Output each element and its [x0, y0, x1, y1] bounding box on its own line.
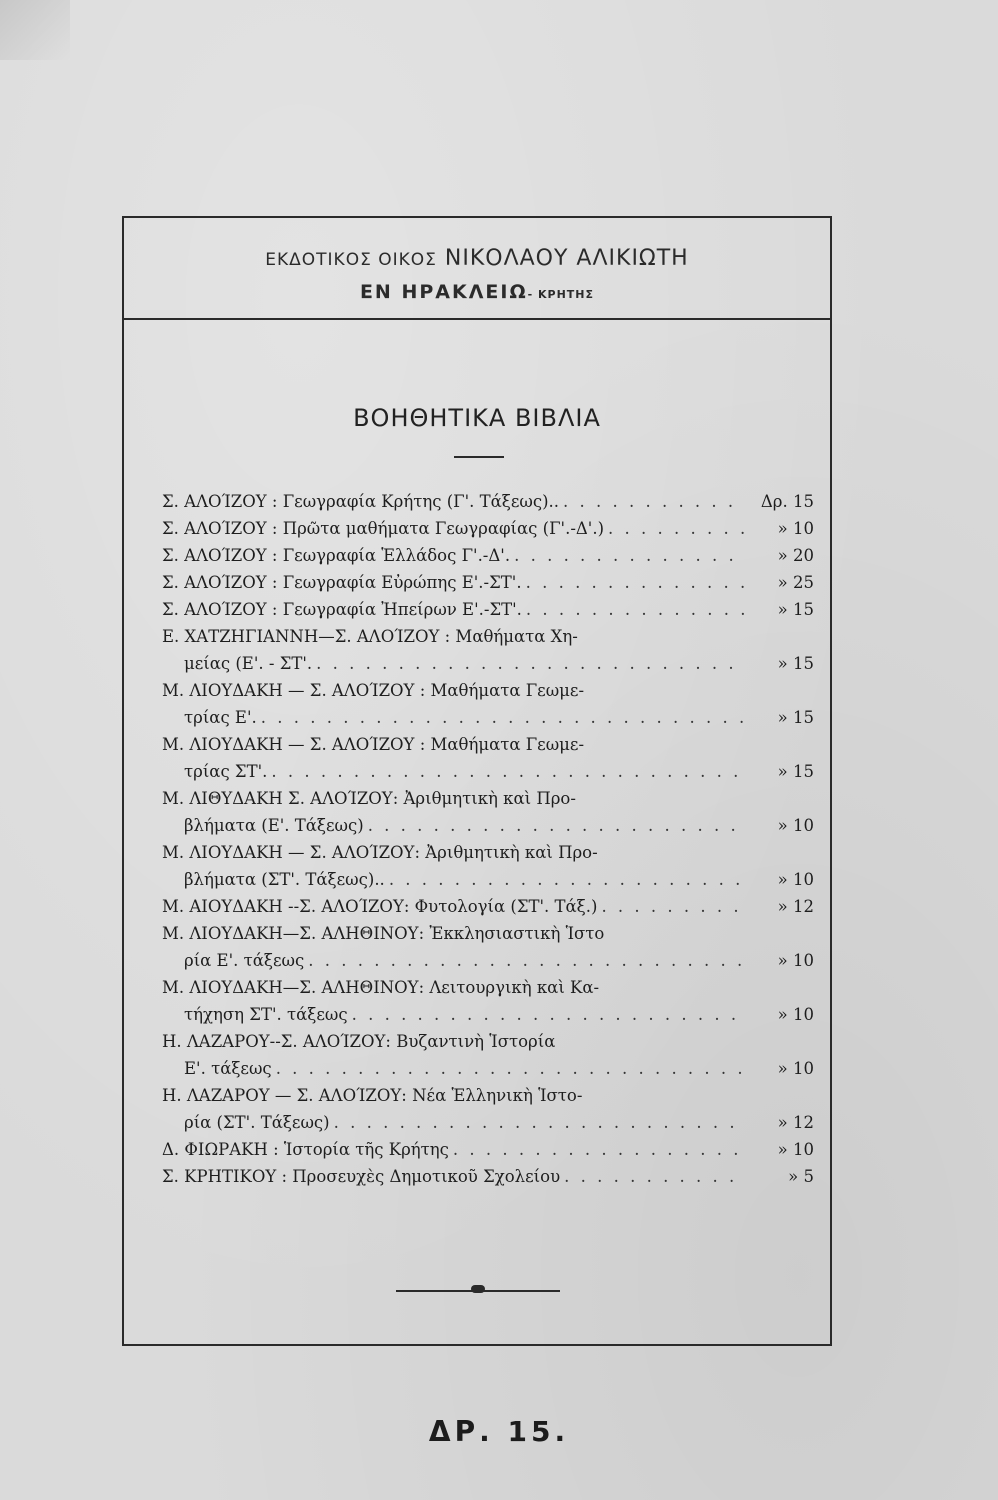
book-price: » 10	[777, 951, 814, 970]
book-title: Μ. ΛΙΟΥΔΑΚΗ — Σ. ΑΛΟΊΖΟΥ : Μαθήματα Γεωμε-	[162, 735, 585, 754]
book-entry-line	[162, 488, 814, 515]
dot-leaders	[271, 758, 744, 785]
book-title: Σ. ΑΛΟΊΖΟΥ : Γεωγραφία Ἠπείρων Ε'.-ΣΤ'.	[162, 600, 522, 619]
book-entry	[162, 920, 814, 974]
book-title: Σ. ΑΛΟΊΖΟΥ : Γεωγραφία Εὐρώπης Ε'.-ΣΤ'.	[162, 573, 522, 592]
book-price: » 25	[777, 573, 814, 592]
book-entry-continuation	[162, 758, 814, 785]
book-price: » 12	[777, 897, 814, 916]
book-price: » 15	[777, 708, 814, 727]
book-entry-continuation	[162, 812, 814, 839]
book-entry	[162, 542, 814, 569]
book-entry	[162, 1028, 814, 1082]
header-divider	[124, 318, 830, 320]
book-entry-line	[162, 569, 814, 596]
book-entry-line	[162, 1082, 814, 1109]
book-entry	[162, 677, 814, 731]
book-entry-continuation	[162, 650, 814, 677]
book-entry-line	[162, 623, 814, 650]
book-title: Μ. ΛΙΘΥΔΑΚΗ Σ. ΑΛΟΊΖΟΥ: Ἀριθμητικὴ καὶ Προ-	[162, 789, 576, 808]
book-price: » 15	[777, 762, 814, 781]
book-title: Δ. ΦΙΩΡΑΚΗ : Ἱστορία τῆς Κρήτης	[162, 1140, 449, 1159]
book-entry-continuation	[162, 947, 814, 974]
book-price: » 10	[777, 519, 814, 538]
book-entry-line	[162, 515, 814, 542]
book-title: Η. ΛΑΖΑΡΟΥ — Σ. ΑΛΟΊΖΟΥ: Νέα Ἑλληνικὴ Ἱστο-	[162, 1086, 583, 1105]
dot-leaders	[564, 1163, 744, 1190]
book-title: Μ. ΑΙΟΥΔΑΚΗ --Σ. ΑΛΟΊΖΟΥ: Φυτολογία (ΣΤ'. Τάξ.)	[162, 897, 598, 916]
catalog-heading: ΒΟΗΘΗΤΙΚΑ ΒΙΒΛΙΑ	[353, 404, 601, 432]
book-price: » 12	[777, 1113, 814, 1132]
book-entry-line	[162, 542, 814, 569]
book-entry-line	[162, 1163, 814, 1190]
publisher-region: - ΚΡΗΤΗΣ	[527, 288, 595, 301]
book-entry-line	[162, 839, 814, 866]
catalog-frame	[122, 216, 832, 1346]
book-title: ρία (ΣΤ'. Τάξεως)	[184, 1113, 330, 1132]
dot-leaders	[601, 893, 744, 920]
dot-leaders	[563, 488, 744, 515]
book-entry	[162, 974, 814, 1028]
dot-leaders	[276, 1055, 744, 1082]
book-entry	[162, 596, 814, 623]
page-corner-wear	[0, 0, 70, 60]
publisher-name: ΝΙΚΟΛΑΟΥ ΑΛΙΚΙΩΤΗ	[444, 246, 689, 271]
book-entry-line	[162, 677, 814, 704]
dot-leaders	[514, 542, 744, 569]
book-title: Η. ΛΑΖΑΡΟΥ--Σ. ΑΛΟΊΖΟΥ: Βυζαντινὴ Ἱστορία	[162, 1032, 556, 1051]
book-title: Σ. ΑΛΟΊΖΟΥ : Γεωγραφία Κρήτης (Γ'. Τάξεως)..	[162, 492, 560, 511]
book-entry-line	[162, 974, 814, 1001]
book-entry-line	[162, 893, 814, 920]
dot-leaders	[608, 515, 744, 542]
book-entry-continuation	[162, 1001, 814, 1028]
publisher-prefix: ΕΚΔΟΤΙΚΟΣ ΟΙΚΟΣ	[265, 250, 437, 270]
book-entry	[162, 569, 814, 596]
book-entry-line	[162, 920, 814, 947]
book-entry	[162, 731, 814, 785]
book-price: » 10	[777, 1005, 814, 1024]
publisher-city: ΕΝ ΗΡΑΚΛΕΙΩ	[359, 281, 528, 303]
book-title: βλήματα (Ε'. Τάξεως)	[184, 816, 364, 835]
book-title: Ε. ΧΑΤΖΗΓΙΑΝΝΗ—Σ. ΑΛΟΊΖΟΥ : Μαθήματα Χη-	[162, 627, 578, 646]
book-entry	[162, 1136, 814, 1163]
book-title: Μ. ΛΙΟΥΔΑΚΗ—Σ. ΑΛΗΘΙΝΟΥ: Ἐκκλησιαστικὴ Ἱστο	[162, 924, 605, 943]
publisher-header	[124, 246, 830, 303]
book-title: Μ. ΛΙΟΥΔΑΚΗ—Σ. ΑΛΗΘΙΝΟΥ: Λειτουργικὴ καὶ Κα-	[162, 978, 600, 997]
dot-leaders	[526, 569, 744, 596]
book-price: » 10	[777, 1059, 814, 1078]
heading-underline	[454, 456, 504, 458]
dot-leaders	[261, 704, 744, 731]
book-title: Σ. ΑΛΟΊΖΟΥ : Γεωγραφία Ἑλλάδος Γ'.-Δ'.	[162, 546, 511, 565]
book-price: » 15	[777, 600, 814, 619]
book-entry	[162, 893, 814, 920]
book-entry-line	[162, 596, 814, 623]
book-entry	[162, 515, 814, 542]
book-price: » 20	[777, 546, 814, 565]
book-price: » 10	[777, 816, 814, 835]
dot-leaders	[352, 1001, 744, 1028]
book-entry-continuation	[162, 1109, 814, 1136]
book-title: τρίας Ε'.	[184, 708, 257, 727]
dot-leaders	[308, 947, 744, 974]
book-entry-continuation	[162, 1055, 814, 1082]
dot-leaders	[316, 650, 744, 677]
publisher-name-line	[124, 246, 830, 271]
book-price: » 15	[777, 654, 814, 673]
book-price: » 10	[777, 1140, 814, 1159]
book-entry	[162, 1163, 814, 1190]
book-entry	[162, 1082, 814, 1136]
book-price: » 10	[777, 870, 814, 889]
dot-leaders	[334, 1109, 744, 1136]
book-title: Σ. ΚΡΗΤΙΚΟΥ : Προσευχὲς Δημοτικοῦ Σχολείου	[162, 1167, 561, 1186]
dot-leaders	[526, 596, 744, 623]
publisher-location-line	[124, 281, 830, 303]
book-entry-line	[162, 731, 814, 758]
book-title: Σ. ΑΛΟΊΖΟΥ : Πρῶτα μαθήματα Γεωγραφίας (Γ'.-Δ'.)	[162, 519, 605, 538]
book-price: » 5	[788, 1167, 814, 1186]
book-title: Μ. ΛΙΟΥΔΑΚΗ — Σ. ΑΛΟΊΖΟΥ: Ἀριθμητικὴ καὶ Προ-	[162, 843, 598, 862]
book-list	[162, 488, 814, 1190]
book-entry-line	[162, 1028, 814, 1055]
dot-leaders	[453, 1136, 744, 1163]
book-entry-continuation	[162, 866, 814, 893]
book-title: ρία Ε'. τάξεως	[184, 951, 305, 970]
book-entry-continuation	[162, 704, 814, 731]
book-title: Ε'. τάξεως	[184, 1059, 272, 1078]
book-entry-line	[162, 1136, 814, 1163]
book-entry	[162, 488, 814, 515]
book-entry-line	[162, 785, 814, 812]
book-title: Μ. ΛΙΟΥΔΑΚΗ — Σ. ΑΛΟΊΖΟΥ : Μαθήματα Γεωμε-	[162, 681, 585, 700]
book-entry	[162, 839, 814, 893]
divider-ornament	[471, 1285, 485, 1293]
book-title: μείας (Ε'. - ΣΤ'.	[184, 654, 313, 673]
book-price: Δρ. 15	[760, 492, 814, 511]
dot-leaders	[368, 812, 744, 839]
book-entry	[162, 623, 814, 677]
book-title: τρίας ΣΤ'.	[184, 762, 268, 781]
cover-price: ΔΡ. 15.	[428, 1415, 570, 1448]
book-title: τήχηση ΣΤ'. τάξεως	[184, 1005, 348, 1024]
dot-leaders	[389, 866, 744, 893]
book-title: βλήματα (ΣΤ'. Τάξεως)..	[184, 870, 385, 889]
book-entry	[162, 785, 814, 839]
